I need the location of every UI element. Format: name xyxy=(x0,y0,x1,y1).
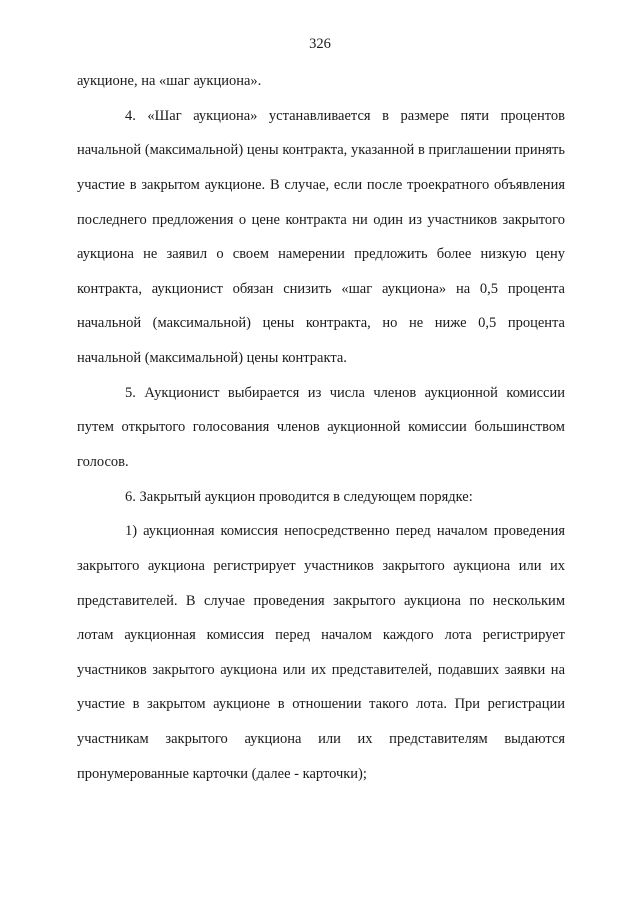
paragraph-item-5: 5. Аукционист выбирается из числа членов аукционной комиссии путем открытого голосования членов аукционной комиссии большинством голосов. xyxy=(77,384,565,470)
paragraph-item-6: 6. Закрытый аукцион проводится в следующем порядке: xyxy=(125,488,473,505)
page-number: 326 xyxy=(309,36,331,52)
document-body xyxy=(77,64,565,791)
paragraph-continuation: аукционе, на «шаг аукциона». xyxy=(77,73,262,89)
paragraph-item-4: 4. «Шаг аукциона» устанавливается в размере пяти процентов начальной (максимальной) цены контракта, указанной в приглашении принять участие в закрытом аукционе. В случае, если после троекратного объявления последнего предложения о цене контракта ни один из участников закрытого аукциона не заявил о своем намерении предложить более низкую цену контракта, аукционист обязан снизить «шаг аукциона» на 0,5 процента начальной (максимальной) цены контракта, но не ниже 0,5 процента начальной (максимальной) цены контракта. xyxy=(77,107,565,366)
paragraph-item-6-1: 1) аукционная комиссия непосредственно перед началом проведения закрытого аукциона регистрирует участников закрытого аукциона или их представителей. В случае проведения закрытого аукциона по нескольким лотам аукционная комиссия перед началом каждого лота регистрирует участников закрытого аукциона или их представителей, подавших заявки на участие в закрытом аукционе в отношении такого лота. При регистрации участникам закрытого аукциона или их представителям выдаются пронумерованные карточки (далее - карточки); xyxy=(77,523,565,782)
